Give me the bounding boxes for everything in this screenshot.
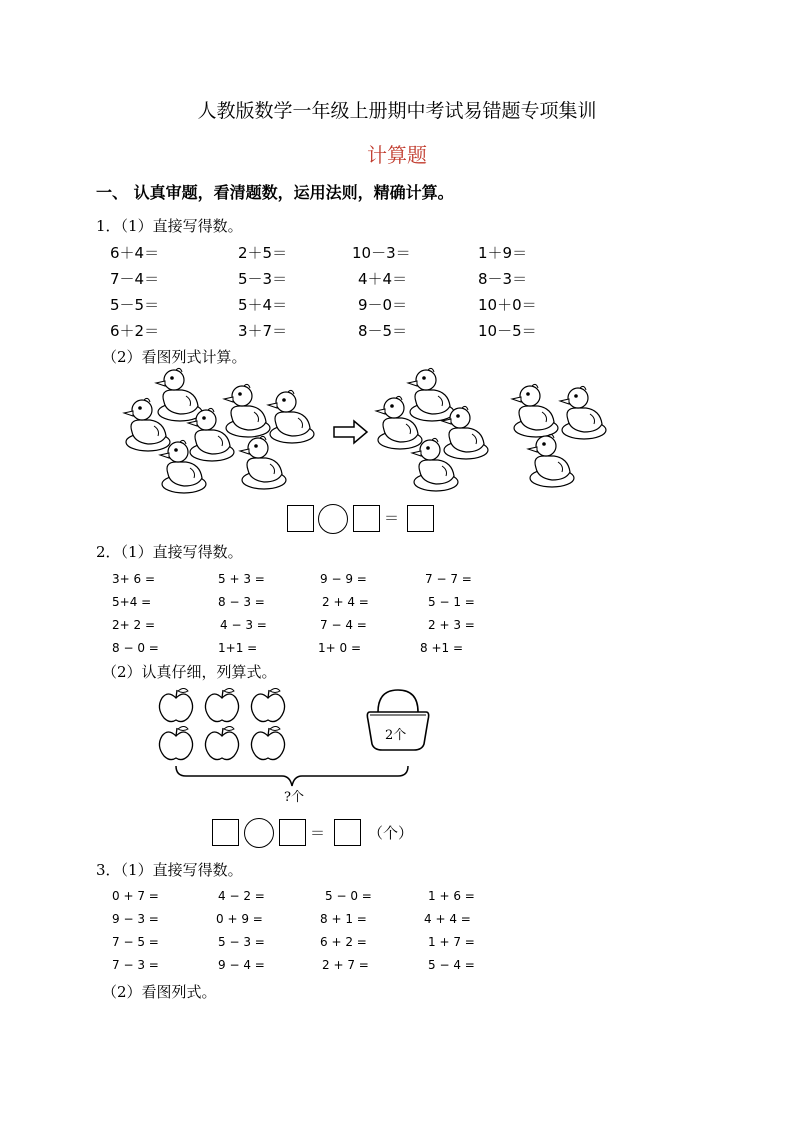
question-1-label: 1．（1）直接写得数。 bbox=[96, 217, 243, 235]
equation: 3+ 6 = bbox=[112, 572, 156, 586]
equation: 8 +1 = bbox=[420, 641, 464, 655]
equation: 4＋4＝ bbox=[358, 270, 408, 288]
equation: 9 − 3 = bbox=[112, 912, 159, 926]
equation: 1+1 = bbox=[218, 641, 258, 655]
equation: 7 − 4 = bbox=[320, 618, 367, 632]
brace-label: ?个 bbox=[284, 790, 304, 805]
question-1-part2-label: （2）看图列式计算。 bbox=[102, 348, 247, 366]
equation: 5 − 0 = bbox=[325, 889, 372, 903]
equation: 4 + 4 = bbox=[424, 912, 471, 926]
equation: 2＋5＝ bbox=[238, 244, 288, 262]
equation: 4 − 2 = bbox=[218, 889, 265, 903]
equation: 8－3＝ bbox=[478, 270, 528, 288]
equation: 5+4 = bbox=[112, 595, 152, 609]
basket-label: 2个 bbox=[385, 728, 407, 743]
apple-icon bbox=[159, 727, 192, 760]
equals-sign: ＝ bbox=[310, 824, 326, 842]
equation: 5 + 3 = bbox=[218, 572, 265, 586]
equation: 6＋2＝ bbox=[110, 322, 160, 340]
equation: 5－3＝ bbox=[238, 270, 288, 288]
equation: 10＋0＝ bbox=[478, 296, 537, 314]
equation: 1＋9＝ bbox=[478, 244, 528, 262]
apple-icon bbox=[205, 727, 238, 760]
answer-box[interactable] bbox=[279, 819, 306, 846]
equation: 9－0＝ bbox=[358, 296, 408, 314]
equation: 8 − 3 = bbox=[218, 595, 265, 609]
operator-circle[interactable] bbox=[244, 818, 274, 848]
equation: 5＋4＝ bbox=[238, 296, 288, 314]
equation: 2 + 3 = bbox=[428, 618, 475, 632]
equation: 5 − 1 = bbox=[428, 595, 475, 609]
answer-box[interactable] bbox=[212, 819, 239, 846]
equation: 9 − 9 = bbox=[320, 572, 367, 586]
page-title: 人教版数学一年级上册期中考试易错题专项集训 bbox=[197, 100, 597, 122]
equation: 6＋4＝ bbox=[110, 244, 160, 262]
equation: 1 + 6 = bbox=[428, 889, 475, 903]
equals-sign: ＝ bbox=[384, 509, 400, 527]
equation: 8－5＝ bbox=[358, 322, 408, 340]
equation: 2 + 7 = bbox=[322, 958, 369, 972]
equation: 6 + 2 = bbox=[320, 935, 367, 949]
apple-icon bbox=[251, 727, 284, 760]
equation: 8 + 1 = bbox=[320, 912, 367, 926]
question-3-label: 3．（1）直接写得数。 bbox=[96, 861, 243, 879]
equation: 5 − 3 = bbox=[218, 935, 265, 949]
question-2-label: 2．（1）直接写得数。 bbox=[96, 543, 243, 561]
equation: 2+ 2 = bbox=[112, 618, 156, 632]
equation: 5 − 4 = bbox=[428, 958, 475, 972]
equation: 9 − 4 = bbox=[218, 958, 265, 972]
equation: 8 − 0 = bbox=[112, 641, 159, 655]
equation: 10－5＝ bbox=[478, 322, 537, 340]
question-3-part2-label: （2）看图列式。 bbox=[102, 983, 217, 1001]
equation: 4 − 3 = bbox=[220, 618, 267, 632]
equation: 7 − 5 = bbox=[112, 935, 159, 949]
apple-icon bbox=[159, 689, 192, 722]
equation: 2 + 4 = bbox=[322, 595, 369, 609]
equation: 7 − 7 = bbox=[425, 572, 472, 586]
equation: 1 + 7 = bbox=[428, 935, 475, 949]
equation: 1+ 0 = bbox=[318, 641, 362, 655]
equation: 10－3＝ bbox=[352, 244, 411, 262]
equation: 5－5＝ bbox=[110, 296, 160, 314]
equation: 7－4＝ bbox=[110, 270, 160, 288]
unit-label: （个） bbox=[368, 824, 414, 842]
equation: 0 + 9 = bbox=[216, 912, 263, 926]
answer-box[interactable] bbox=[334, 819, 361, 846]
equation: 7 − 3 = bbox=[112, 958, 159, 972]
equation: 3＋7＝ bbox=[238, 322, 288, 340]
apple-icon bbox=[251, 689, 284, 722]
page-subtitle: 计算题 bbox=[367, 143, 427, 167]
question-2-part2-label: （2）认真仔细，列算式。 bbox=[102, 663, 277, 681]
apple-icon bbox=[205, 689, 238, 722]
brace-icon bbox=[176, 766, 408, 786]
equation: 0 + 7 = bbox=[112, 889, 159, 903]
section-heading: 一、 认真审题，看清题数，运用法则，精确计算。 bbox=[96, 183, 454, 202]
